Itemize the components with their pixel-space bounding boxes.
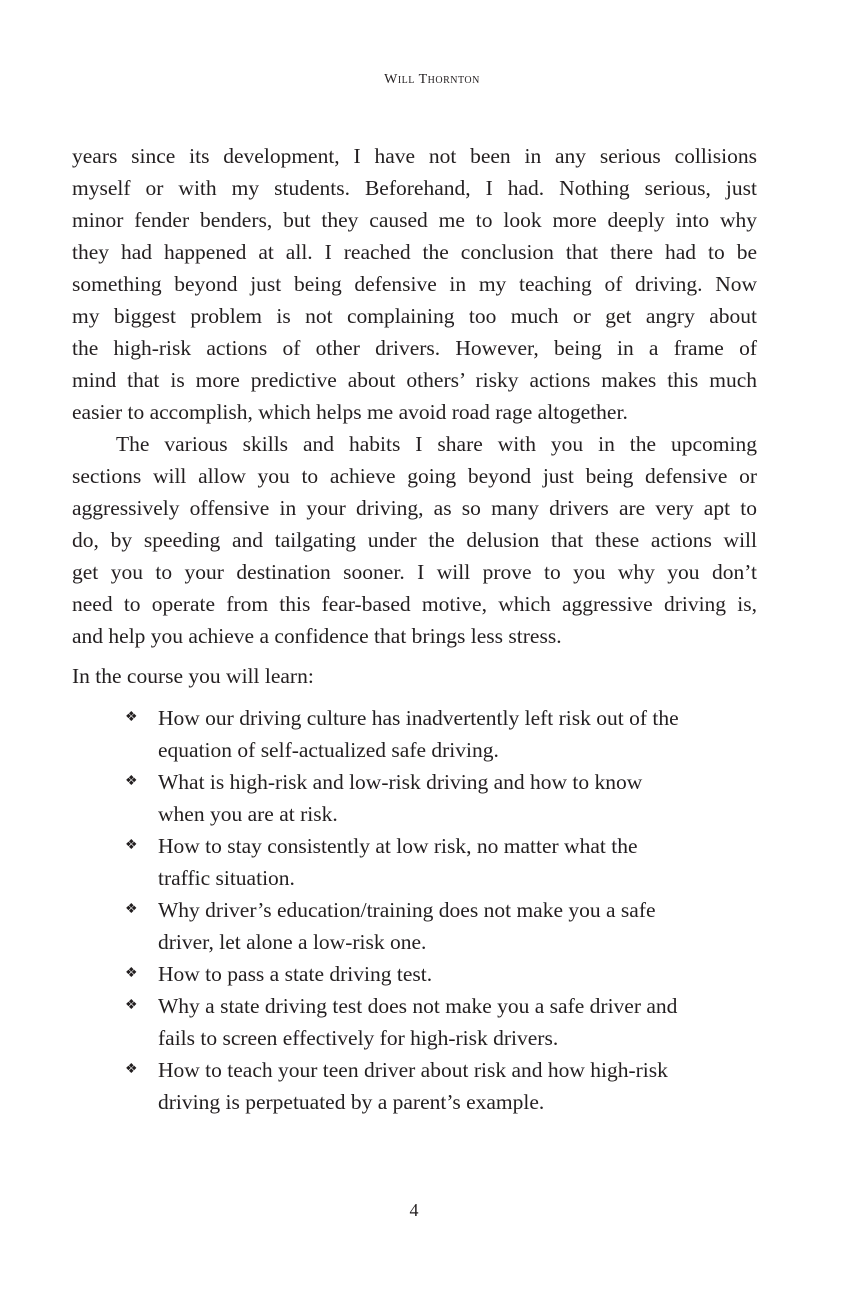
list-item	[125, 990, 757, 1054]
diamond-bullet-icon: ❖	[125, 902, 138, 917]
list-item	[125, 894, 757, 958]
diamond-bullet-icon: ❖	[125, 1062, 138, 1077]
text-line: mind that is more predictive about others’ risky actions makes this much	[72, 368, 757, 392]
text-line: sections will allow you to achieve going beyond just being defensive or	[72, 464, 757, 488]
text-line: they had happened at all. I reached the conclusion that there had to be	[72, 240, 757, 264]
running-header: Will Thornton	[384, 72, 480, 87]
diamond-bullet-icon: ❖	[125, 998, 138, 1013]
list-intro: In the course you will learn:	[72, 664, 314, 688]
paragraphs	[72, 140, 757, 652]
page-body	[72, 140, 757, 1118]
list-item-text: What is high-risk and low-risk driving and how to know when you are at risk.	[158, 770, 643, 826]
list-item	[125, 958, 757, 990]
text-line: get you to your destination sooner. I will prove to you why you don’t	[72, 560, 757, 584]
diamond-bullet-icon: ❖	[125, 774, 138, 789]
list-item	[125, 830, 757, 894]
list-item	[125, 702, 757, 766]
list-item-text: How to teach your teen driver about risk and how high-risk driving is perpetuated by a parent’s example.	[158, 1058, 668, 1114]
list-item-text: Why a state driving test does not make you a safe driver and fails to screen effectively for high-risk drivers.	[158, 994, 678, 1050]
list-item-text: How to stay consistently at low risk, no matter what the traffic situation.	[158, 834, 638, 890]
text-line: aggressively offensive in your driving, as so many drivers are very apt to	[72, 496, 757, 520]
text-line: minor fender benders, but they caused me to look more deeply into why	[72, 208, 757, 232]
list-item	[125, 766, 757, 830]
text-line: and help you achieve a confidence that brings less stress.	[72, 624, 562, 648]
paragraph	[72, 428, 757, 652]
text-line: my biggest problem is not complaining too much or get angry about	[72, 304, 757, 328]
text-line: myself or with my students. Beforehand, I had. Nothing serious, just	[72, 176, 757, 200]
diamond-bullet-icon: ❖	[125, 710, 138, 725]
text-line: something beyond just being defensive in my teaching of driving. Now	[72, 272, 757, 296]
list-item	[125, 1054, 757, 1118]
list-item-text: How our driving culture has inadvertently left risk out of the equation of self-actualized safe driving.	[158, 706, 679, 762]
list-item-text: Why driver’s education/training does not make you a safe driver, let alone a low-risk one.	[158, 898, 656, 954]
page-number: 4	[409, 1200, 419, 1220]
paragraph	[72, 140, 757, 428]
text-line: the high-risk actions of other drivers. However, being in a frame of	[72, 336, 757, 360]
text-line: do, by speeding and tailgating under the delusion that these actions will	[72, 528, 757, 552]
diamond-bullet-icon: ❖	[125, 966, 138, 981]
text-line: The various skills and habits I share with you in the upcoming	[116, 432, 757, 456]
text-line: easier to accomplish, which helps me avoid road rage altogether.	[72, 400, 628, 424]
text-line: years since its development, I have not been in any serious collisions	[72, 144, 757, 168]
list-item-text: How to pass a state driving test.	[158, 962, 433, 986]
text-line: need to operate from this fear-based motive, which aggressive driving is,	[72, 592, 757, 616]
bullet-list	[72, 702, 757, 1118]
diamond-bullet-icon: ❖	[125, 838, 138, 853]
